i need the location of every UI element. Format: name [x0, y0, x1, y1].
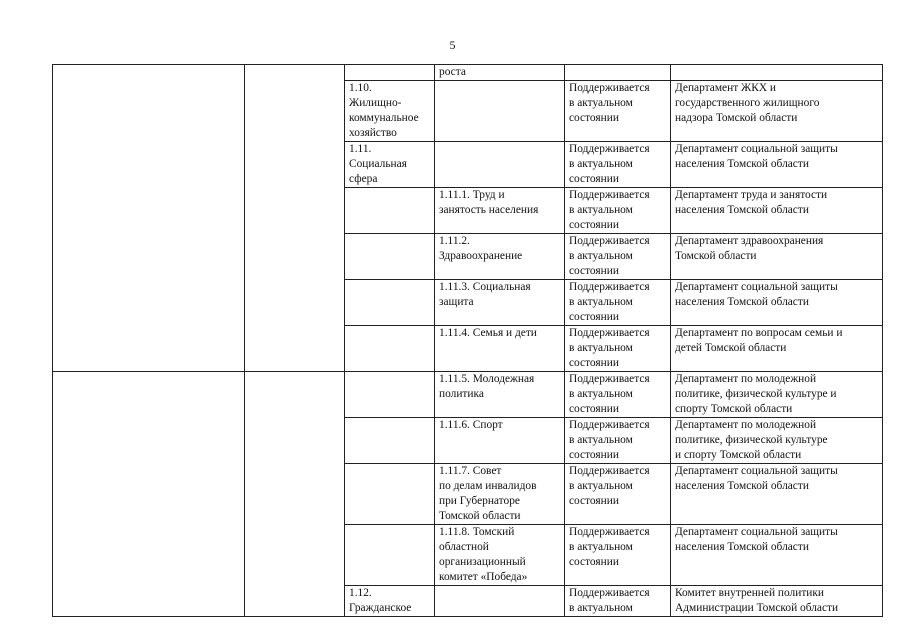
department-cell: Департамент по молодежной политике, физической культуре и спорту Томской области	[671, 372, 883, 418]
status-cell: Поддерживается в актуальном состоянии	[565, 81, 671, 142]
status-cell: Поддерживается в актуальном состоянии	[565, 142, 671, 188]
subsection-cell: 1.11.2. Здравоохранение	[435, 234, 565, 280]
table-row	[53, 65, 883, 81]
subsection-cell: 1.11.3. Социальная защита	[435, 280, 565, 326]
department-cell: Департамент ЖКХ и государственного жилищного надзора Томской области	[671, 81, 883, 142]
department-cell: Департамент социальной защиты населения Томской области	[671, 525, 883, 586]
status-cell: Поддерживается в актуальном состоянии	[565, 188, 671, 234]
subsection-cell: роста	[435, 65, 565, 81]
department-cell: Департамент по молодежной политике, физической культуре и спорту Томской области	[671, 418, 883, 464]
section-cell	[345, 464, 435, 525]
status-cell: Поддерживается в актуальном состоянии	[565, 525, 671, 586]
section-cell: 1.11. Социальная сфера	[345, 142, 435, 188]
status-cell: Поддерживается в актуальном состоянии	[565, 326, 671, 372]
department-cell: Комитет внутренней политики Администрации Томской области	[671, 586, 883, 617]
status-cell: Поддерживается в актуальном состоянии	[565, 372, 671, 418]
status-cell	[565, 65, 671, 81]
department-cell: Департамент по вопросам семьи и детей Томской области	[671, 326, 883, 372]
status-cell: Поддерживается в актуальном состоянии	[565, 234, 671, 280]
empty-cell	[245, 372, 345, 617]
subsection-cell: 1.11.7. Совет по делам инвалидов при Губернаторе Томской области	[435, 464, 565, 525]
subsection-cell: 1.11.5. Молодежная политика	[435, 372, 565, 418]
department-cell: Департамент социальной защиты населения Томской области	[671, 142, 883, 188]
department-cell: Департамент здравоохранения Томской области	[671, 234, 883, 280]
section-cell	[345, 525, 435, 586]
section-cell	[345, 326, 435, 372]
registry-table	[52, 64, 883, 617]
table-row	[53, 372, 883, 418]
section-cell: 1.12. Гражданское	[345, 586, 435, 617]
empty-cell	[245, 65, 345, 372]
section-cell	[345, 234, 435, 280]
status-cell: Поддерживается в актуальном состоянии	[565, 418, 671, 464]
department-cell	[671, 65, 883, 81]
section-cell	[345, 280, 435, 326]
subsection-cell: 1.11.8. Томский областной организационный комитет «Победа»	[435, 525, 565, 586]
subsection-cell: 1.11.4. Семья и дети	[435, 326, 565, 372]
department-cell: Департамент социальной защиты населения Томской области	[671, 280, 883, 326]
subsection-cell: 1.11.6. Спорт	[435, 418, 565, 464]
subsection-cell	[435, 586, 565, 617]
department-cell: Департамент труда и занятости населения Томской области	[671, 188, 883, 234]
status-cell: Поддерживается в актуальном	[565, 586, 671, 617]
subsection-cell	[435, 81, 565, 142]
status-cell: Поддерживается в актуальном состоянии	[565, 280, 671, 326]
empty-cell	[53, 372, 245, 617]
section-cell	[345, 65, 435, 81]
status-cell: Поддерживается в актуальном состоянии	[565, 464, 671, 525]
department-cell: Департамент социальной защиты населения Томской области	[671, 464, 883, 525]
subsection-cell	[435, 142, 565, 188]
section-cell: 1.10. Жилищно- коммунальное хозяйство	[345, 81, 435, 142]
section-cell	[345, 372, 435, 418]
section-cell	[345, 188, 435, 234]
empty-cell	[53, 65, 245, 372]
section-cell	[345, 418, 435, 464]
page-number: 5	[449, 38, 456, 52]
subsection-cell: 1.11.1. Труд и занятость населения	[435, 188, 565, 234]
